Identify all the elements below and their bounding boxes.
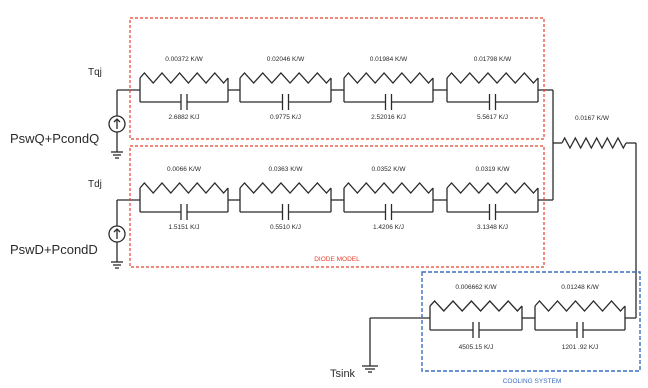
diode-capacitance-label-4: 3.1348 K/J <box>476 224 509 231</box>
transistor-resistance-label-4: 0.01798 K/W <box>473 56 512 63</box>
diode-capacitor-4 <box>490 204 496 220</box>
transistor-resistor-2 <box>240 73 331 83</box>
diode-resistor-1 <box>140 183 228 193</box>
circuit-components <box>109 73 626 338</box>
transistor-capacitance-label-3: 2.52016 K/J <box>371 114 406 121</box>
diode-capacitance-label-3: 1.4206 K/J <box>372 224 405 231</box>
transistor-resistance-label-1: 0.00372 K/W <box>165 56 203 63</box>
diode-capacitor-1 <box>181 204 187 220</box>
transistor-power-source-label: PswQ+PcondQ <box>10 131 100 146</box>
diode-model-box <box>130 146 544 267</box>
diode-resistor-2 <box>240 183 331 193</box>
diode-capacitor-3 <box>386 204 392 220</box>
diode-capacitance-label-1: 1.5151 K/J <box>168 224 200 231</box>
transistor-resistor-4 <box>447 73 538 83</box>
diode-resistance-label-4: 0.0319 K/W <box>475 166 510 173</box>
cooling-capacitance-label-2: 1201 .92 K/J <box>561 344 599 351</box>
transistor-capacitor-2 <box>283 94 289 110</box>
cooling-resistance-label-1: 0.006662 K/W <box>455 284 497 291</box>
transistor-capacitance-label-2: 0.9775 K/J <box>269 114 302 121</box>
sink-label: Tsink <box>330 368 356 380</box>
diode-resistance-label-2: 0.0363 K/W <box>268 166 303 173</box>
cooling-resistor-2 <box>535 301 625 311</box>
diode-resistor-4 <box>447 183 538 193</box>
transistor-resistance-label-2: 0.02046 K/W <box>266 56 305 63</box>
transistor-heat-source <box>109 116 125 132</box>
diode-capacitance-label-2: 0.5510 K/J <box>269 224 302 231</box>
diode-resistance-label-1: 0.0066 K/W <box>167 166 201 173</box>
common-resistor <box>562 138 626 148</box>
transistor-capacitance-label-1: 2.6882 K/J <box>168 114 200 121</box>
diode-resistance-label-3: 0.0352 K/W <box>371 166 406 173</box>
cooling-resistance-label-2: 0.01248 K/W <box>561 284 599 291</box>
transistor-junction-label: Tqj <box>88 67 102 78</box>
cooling-capacitor-1 <box>473 322 479 338</box>
cooling-capacitance-label-1: 4505.15 K/J <box>458 344 494 351</box>
cooling-capacitor-2 <box>577 322 583 338</box>
transistor-resistor-3 <box>344 73 433 83</box>
transistor-capacitor-1 <box>181 94 187 110</box>
diode-junction-label: Tdj <box>88 179 102 190</box>
diode-heat-source <box>109 226 125 242</box>
cooling-system-label: COOLING SYSTEM <box>502 378 562 385</box>
common-resistance-label: 0.0167 K/W <box>575 115 609 122</box>
diode-resistor-3 <box>344 183 433 193</box>
diode-power-source-label: PswD+PcondD <box>10 242 98 257</box>
diode-model-label: DIODE MODEL <box>314 256 360 263</box>
transistor-capacitor-3 <box>386 94 392 110</box>
cooling-resistor-1 <box>430 301 522 311</box>
transistor-resistance-label-3: 0.01984 K/W <box>369 56 408 63</box>
transistor-capacitor-4 <box>490 94 496 110</box>
transistor-capacitance-label-4: 5.5617 K/J <box>476 114 509 121</box>
transistor-resistor-1 <box>140 73 228 83</box>
diode-capacitor-2 <box>283 204 289 220</box>
